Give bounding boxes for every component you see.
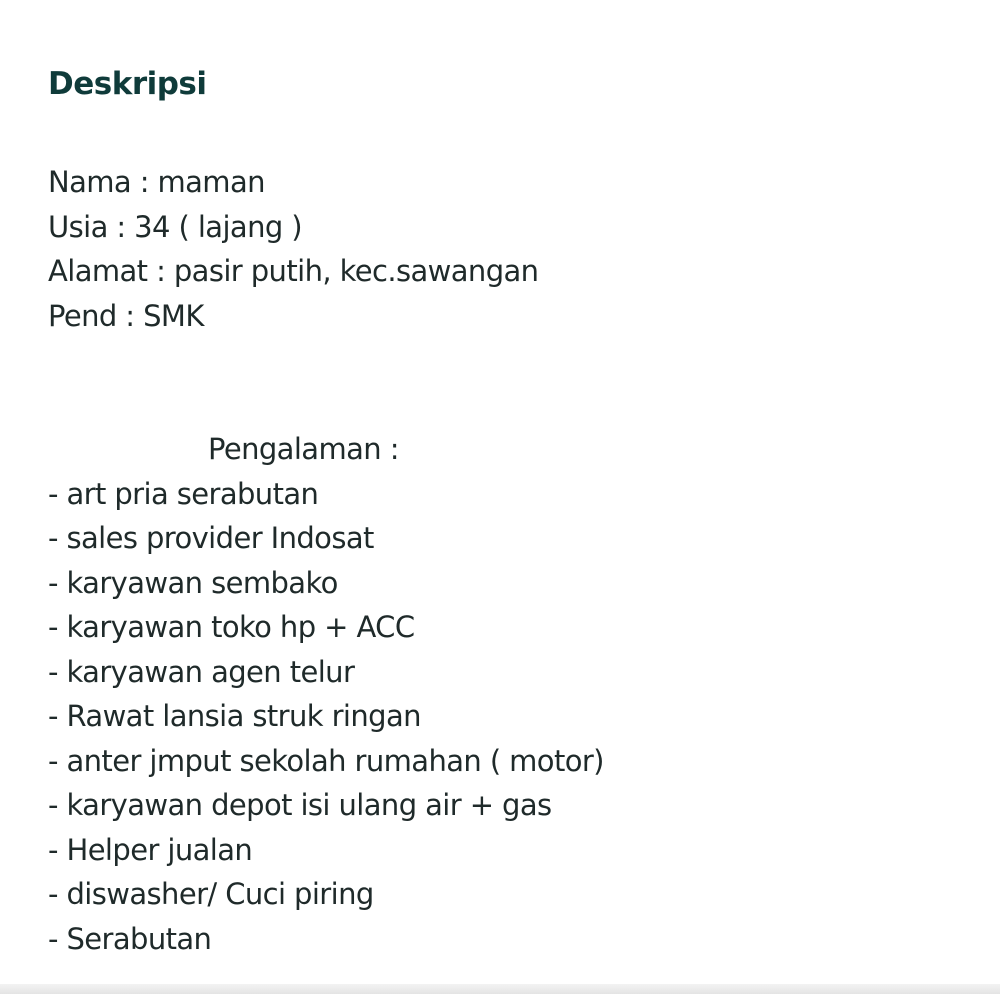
spacer bbox=[48, 338, 968, 427]
experience-item: - Helper jualan bbox=[48, 832, 253, 867]
profile-list bbox=[48, 160, 968, 338]
experience-item: - art pria serabutan bbox=[48, 476, 319, 511]
section-title: Deskripsi bbox=[48, 66, 207, 102]
experience-heading: Pengalaman : bbox=[208, 432, 399, 466]
experience-item: - karyawan toko hp + ACC bbox=[48, 610, 415, 644]
experience-item: - karyawan depot isi ulang air + gas bbox=[48, 788, 552, 822]
profile-education: Pend : SMK bbox=[48, 298, 204, 333]
experience-item: - Rawat lansia struk ringan bbox=[48, 699, 421, 733]
experience-item: - Serabutan bbox=[48, 921, 212, 956]
experience-item: - diswasher/ Cuci piring bbox=[48, 877, 374, 911]
bottom-divider bbox=[0, 984, 1000, 994]
profile-age: Usia : 34 ( lajang ) bbox=[48, 209, 302, 244]
profile-name: Nama : maman bbox=[48, 165, 265, 199]
spacer bbox=[48, 110, 968, 160]
experience-item: - anter jmput sekolah rumahan ( motor) bbox=[48, 743, 604, 778]
experience-item: - karyawan sembako bbox=[48, 565, 338, 600]
description-section bbox=[48, 58, 968, 961]
profile-address: Alamat : pasir putih, kec.sawangan bbox=[48, 254, 539, 288]
experience-item: - karyawan agen telur bbox=[48, 654, 355, 689]
experience-item: - sales provider Indosat bbox=[48, 521, 374, 555]
experience-list bbox=[48, 427, 968, 961]
